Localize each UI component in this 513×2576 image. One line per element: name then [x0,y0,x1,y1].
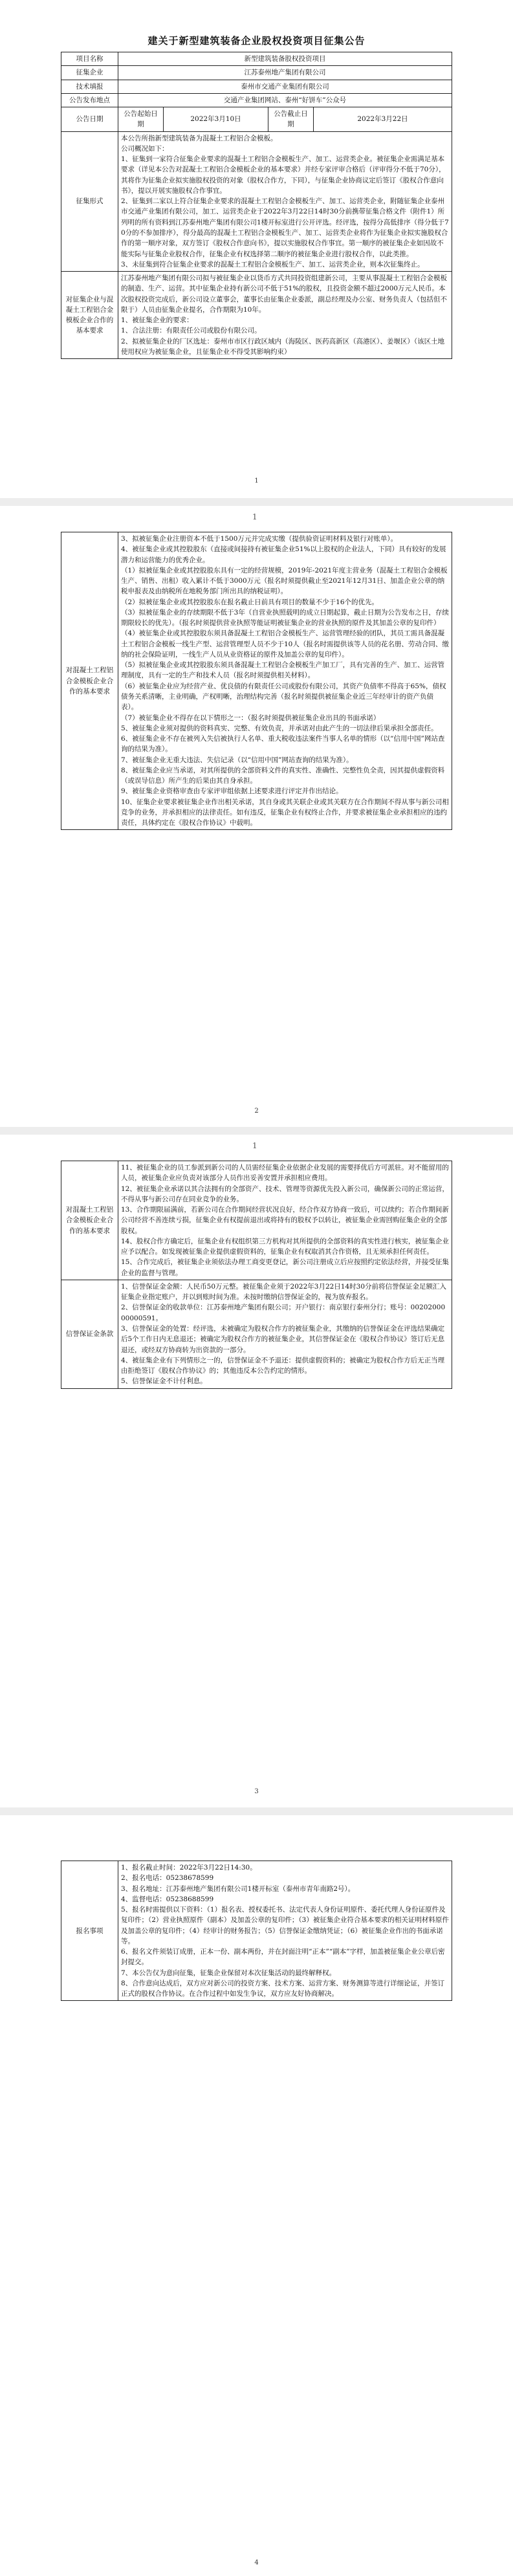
deposit-para: 1、信誉保证金金额：人民币50万元整。被征集企业须于2022年3月22日14时30分前将信誉保证金足额汇入征集企业指定账户，并以到账时间为准。未按时缴纳信誉保证金的，视为放弃报名。 [121,1282,447,1302]
page-4 [0,1815,513,2576]
method-para: 3、未征集到符合征集企业要求的混凝土工程铝合金模板生产、加工、运营类企业，则本次征集终止。 [121,260,424,268]
reg-para: 6、报名文件须装订成册，正本一份、副本两份，并在封面注明“正本”“副本”字样，加盖被征集企业公章后密封提交。 [121,1948,445,1967]
label-deposit: 信誉保证金条款 [61,1280,118,1388]
value-enterprise: 江苏泰州地产集团有限公司 [118,66,452,80]
req-para: 14、股权合作方确定后，征集企业有权组织第三方机构对其所提供的全部资料的真实性进行核实，被征集企业应予以配合。如发现被征集企业提供虚假资料的，征集企业有权取消其合作资格，且无须承担任何责任。 [121,1237,449,1256]
row-publish [61,93,452,107]
table-deposit [61,1161,452,1389]
value-publish: 交通产业集团网站、泰州“好饼车”公众号 [118,93,452,107]
basic-para: 1、合法注册：有限责任公司或股份有限公司。 [121,327,261,335]
deposit-para: 5、信誉保证金不计付利息。 [121,1377,207,1386]
req-para: 15、合作完成后，被征集企业须依法办理工商变更登记，新公司注册成立后应按照约定依法经营，并接受征集企业的监督与管理。 [121,1258,449,1277]
deposit-para: 2、信誉保证金的收款单位：江苏泰州地产集团有限公司；开户银行：南京银行泰州分行；账号：0020200000000591。 [121,1304,446,1322]
deposit-content [118,1280,452,1388]
reg-para: 3、报名地址：江苏泰州地产集团有限公司1楼开标室（泰州市青年南路2号）。 [121,1884,355,1893]
document-title: 建关于新型建筑装备企业股权投资项目征集公告 [147,35,366,47]
req-para: 12、被征集企业承诺以其合法拥有的全部资产、技术、管理等资源优先投入新公司，确保新公司的正常运营，不得从事与新公司存在同业竞争的业务。 [121,1184,449,1203]
page-separator [0,1127,513,1135]
req-para: 3、拟被征集企业注册资本不低于1500万元并完成实缴（提供验资证明材料及银行对账单）。 [121,535,398,543]
req-para: （2）拟被征集企业或其控股股东在报名截止日前具有项目的数量不少于16个的优先。 [121,598,379,606]
row-requirements [61,532,452,830]
value-end-date: 2022年3月22日 [314,107,452,132]
page-number: 4 [254,2559,259,2566]
req-para: 13、合作期限届满前，若新公司在合作期间经营状况良好，经合作双方协商一致后，可以续约；若合作期间新公司经营不善连续亏损，征集企业有权提前退出或将持有的股权予以转让，被征集企业需回购征集企业的全部股权。 [121,1206,449,1235]
method-para: 2、征集到二家以上符合征集企业要求的混凝土工程铝合金模板生产、加工、运营类企业，附随征集企业泰州市交通产业集团有限公司，加工、运营类企业于2022年3月22日14时30分前携带征集合格文件（附件1）所列明的所有资料到江苏泰州地产集团有限公司1楼开标室进行公开评选。经评选，按得分高低排序（得分低于70分的不参加排序），得分最高的混凝土工程铝合金模板生产、加工、运营类企业将作为征集企业拟实施股权合作的第一顺序对象，双方签订《股权合作意向书》，提以实施股权合作事宜。第一顺序的被征集企业如因故不能实际与征集企业股权合作，征集企业有权选择第二顺序的被征集企业进行股权合作，以此类推。 [121,197,449,258]
requirements-cont-content [118,1161,452,1280]
req-para: 10、征集企业要求被征集企业作出相关承诺，其自身或其关联企业或其关联方在合作期间不得从事与新公司相竞争的业务，并承担相应的法律责任。如有违反，征集企业有权终止合作，并要求被征集企业承担相应的违约责任，具体约定在《股权合作协议》中载明。 [121,798,449,827]
req-para: （1）拟被征集企业或其控股股东具有一定的经营规模，2019年-2021年度主营业务（混凝土工程铝合金模板生产、销售、出租）收入累计不低于3000万元（报名时须提供截止至2021年12月31日、加盖企业公章的纳税申报表及由纳税所在地税务部门所出具的纳税证明）。 [121,566,448,596]
page-3 [0,1135,513,1807]
label-project-name: 项目名称 [61,52,118,66]
row-method [61,131,452,271]
top-mark: 1 [252,512,257,521]
req-para: 6、被征集企业不存在被列入失信被执行人名单、重大税收违法案件当事人名单的情形（以“信用中国”网站查询的结果为准）。 [121,735,445,754]
req-para: （5）拟被征集企业或其控股股东须具备混凝土工程铝合金模板生产加工厂，具有完善的生产、加工、运营管理制度，具有一定的生产和技术人员（报名时须提供相关材料）。 [121,661,445,680]
table-overview [61,52,452,359]
req-para: （6）被征集企业应为经营产业、优良债的有限责任公司或股份有限公司，其资产负债率不得高于65%，债权债务关系清晰，主业明确，产权明晰，治理结构完善（报名时须提供被征集企业近三年经审计的资产负债表）。 [121,682,446,712]
value-project-name: 新型建筑装备股权投资项目 [118,52,452,66]
page-number: 2 [254,1108,259,1115]
basic-para: 2、拟被征集企业的厂区选址：泰州市市区行政区域内（海陵区、医药高新区（高港区）、姜堰区）（该区土地使用权应为被征集企业，且征集企业不得受其影响约束） [121,337,445,356]
method-para: 1、征集到一家符合征集企业要求的混凝土工程铝合金模板生产、加工、运营类企业。被征集企业需满足基本要求（详见本公告对混凝土工程铝合金模板企业的基本要求）并经专家评审合格后（评审得分不低于70分），其将作为征集企业拟实施股权投资的对象（股权合作方，下同），与征集企业协商议定后签订《股权合作意向书》，提以开展实施股权合作事宜。 [121,155,446,195]
label-dates: 公告日期 [61,107,118,132]
page-number: 3 [254,1788,259,1795]
registration-content [118,1861,452,2001]
row-registration [61,1861,452,2001]
req-para: 9、被征集企业资格审查由专家评审组依据上述要求进行评定并作出结论。 [121,787,343,796]
label-basic: 对征集企业与混凝土工程铝合金模板企业合作的基本要求 [61,272,118,359]
label-requirements: 对混凝土工程铝合金模板企业合作的基本要求 [61,532,118,830]
req-para: （3）拟被征集企业的存续期限不低于3年（自营业执照载明的成立日期起算，截止日期为公告发布之日，存续期限较长的优先）。（报名时须提供营业执照等能证明被征集企业的营业执照的原件及其加盖公章的复印件） [121,608,449,628]
requirements-content [118,532,452,830]
deposit-para: 4、被征集企业有下列情形之一的，信誉保证金不予退还：提供虚假资料的；被确定为股权合作方后无正当理由拒绝签订《股权合作协议》的；其他违反本公告约定的情形。 [121,1356,445,1375]
method-content [118,131,452,271]
label-publish: 公告发布地点 [61,93,118,107]
label-tech: 技术填报 [61,80,118,93]
label-requirements-cont: 对混凝土工程铝合金模板企业合作的基本要求 [61,1161,118,1280]
method-para: 公司概况如下： [121,144,169,153]
deposit-para: 3、信誉保证金的处置：经评选，未被确定为股权合作方的被征集企业，其缴纳的信誉保证金在评选结果确定后5个工作日内无息退还；被确定为股权合作方的被征集企业，其信誉保证金在《股权合作协议》签订后无息退还，或经双方协商转为出资款的一部分。 [121,1324,445,1354]
reg-para: 2、报名电话：05238678599 [121,1874,214,1883]
method-para: 本公告所指新型建筑装备为混凝土工程铝合金模板。 [121,134,278,142]
top-mark: 1 [252,1141,257,1150]
row-requirements-cont [61,1161,452,1280]
value-tech: 泰州市交通产业集团有限公司 [118,80,452,93]
label-end-date: 公告截止日期 [268,107,314,132]
label-start-date: 公告起始日期 [118,107,164,132]
page-1 [0,0,513,498]
req-para: 11、被征集企业的员工参派到新公司的人员需经征集企业依据企业发展的需要择优后方可派驻。对不能留用的人员，被征集企业应负责对该部分人员作出妥善安置并承担相应费用。 [121,1164,449,1183]
row-deposit [61,1280,452,1388]
req-para: 8、被征集企业应当承诺，对其所提供的全部资料文件的真实性、准确性、完整性负全责，因其提供虚假资料（或误导信息）所产生的后果由其自身承担。 [121,766,445,785]
page-separator [0,1807,513,1815]
reg-para: 1、报名截止时间：2022年3月22日14:30。 [121,1864,257,1872]
row-basic [61,272,452,359]
page-separator [0,498,513,506]
label-enterprise: 征集企业 [61,66,118,80]
basic-para: 1、被征集企业的要求： [121,316,193,325]
page-2 [0,506,513,1127]
page-number: 1 [254,477,259,485]
value-start-date: 2022年3月10日 [164,107,268,132]
table-registration [61,1861,452,2001]
reg-para: 5、报名时需提供以下资料：（1）报名表、授权委托书、法定代表人身份证明原件、委托代理人身份证原件及复印件；（2）营业执照原件（副本）及加盖公章的复印件；（3）被征集企业符合基本要求的相关证明材料原件及加盖公章的复印件；（4）经审计的财务报告；（5）信誉保证金缴纳凭证；（6）被征集企业作出的书面承诺等。 [121,1906,449,1945]
label-registration: 报名事项 [61,1861,118,2001]
row-tech [61,80,452,93]
row-project-name [61,52,452,66]
req-para: 7、被征集企业无重大违法、失信记录（以“信用中国”网站查询的结果为准）。 [121,756,353,764]
req-para: 4、被征集企业或其控股股东（直接或间接持有被征集企业51%以上股权的企业法人，下同）具有较好的发展潜力和运营能力的优秀企业。 [121,545,446,564]
basic-para: 江苏泰州地产集团有限公司拟与被征集企业以货币方式共同投资组建新公司，主要从事混凝土工程铝合金模板的制造、生产、运营。其中征集企业持有新公司不低于51%的股权，且投资金额不超过2000万元人民币。本次股权投资完成后，新公司设立董事会，董事长由征集企业委派，副总经理及办公室、财务负责人（包括但不限于）人员由征集企业提名，合作期限为10年。 [121,274,447,314]
req-para: （4）被征集企业或其控股股东须具备混凝土工程铝合金模板生产、运营管理经验的团队，其员工需具备混凝土工程铝合金模板一线生产型、运营管理型人员不少于10人（报名时需提供该等人员的花名册、劳动合同、缴纳的社会保险证明，一线生产人员从业资格证的原件及加盖公章的复印件）。 [121,629,449,659]
req-para: 5、被征集企业须对提供的资料真实、完整、有效负责，并承诺对由此产生的一切法律后果承担全部责任。 [121,724,438,732]
reg-para: 8、合作意向达成后，双方应对新公司的投资方案、技术方案、运营方案、财务测算等进行详细论证，并签订正式的股权合作协议。在合作过程中如发生争议，双方应友好协商解决。 [121,1979,445,1998]
reg-para: 4、监督电话：05238688599 [121,1895,214,1903]
basic-content [118,272,452,359]
req-para: （7）被征集企业不得存在以下情形之一：（报名时须提供被征集企业出具的书面承诺） [121,714,380,722]
reg-para: 7、本公告仅为意向征集，征集企业保留对本次征集活动的最终解释权。 [121,1969,336,1977]
row-enterprise [61,66,452,80]
row-dates [61,107,452,132]
label-method: 征集形式 [61,131,118,271]
table-requirements [61,532,452,830]
